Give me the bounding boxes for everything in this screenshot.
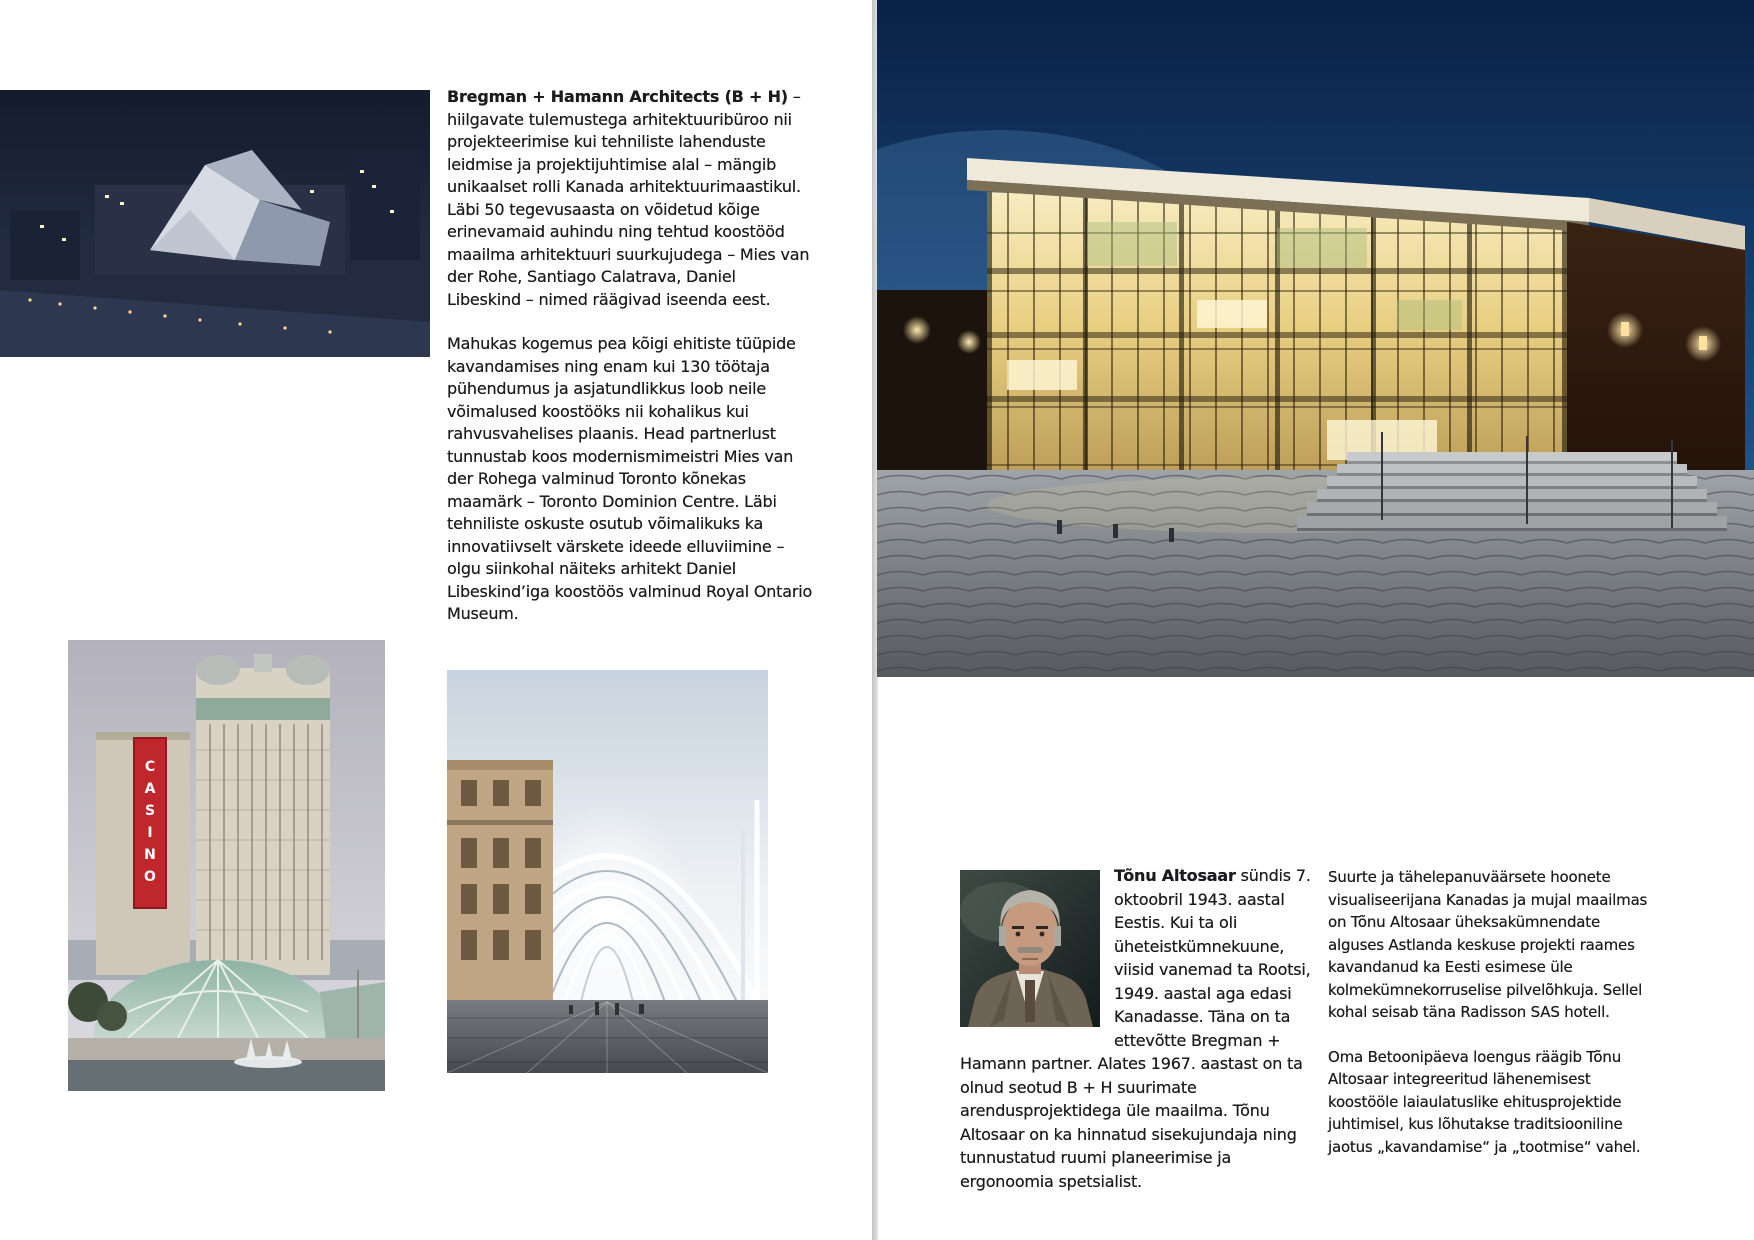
casino-tower-illustration bbox=[68, 640, 385, 1091]
left-article bbox=[447, 86, 813, 648]
bio-block bbox=[960, 864, 1314, 1193]
right-column-paragraph-2: Oma Betoonipäeva loengus räägib Tõnu Altosaar integreeritud lähenemisest koostööle laiaulatuslike ehitusprojektide juhtimisel, kus lõhutakse traditsiooniline jaotus „kavandamise“ ja „tootmise“ vahel. bbox=[1328, 1047, 1641, 1156]
article-lead-bold: Bregman + Hamann Architects (B + H) bbox=[447, 87, 788, 106]
casino-sign-text: CASINO bbox=[142, 759, 158, 891]
right-column-paragraph-1: Suurte ja tähelepanuväärsete hoonete visualiseerijana Kanadas ja mujal maailmas on Tõnu Altosaar üheksakümnendate alguses Astlanda keskuse projekti raames kavandanud ka Eesti esimese üle kolmekümnekorruselise pilvelõhkuja. Sellel kohal seisab täna Radisson SAS hotell. bbox=[1328, 868, 1648, 1021]
article-paragraph-2: Mahukas kogemus pea kõigi ehitiste tüüpide kavandamises ning enam kui 130 töötaja pühendumus ja asjatundlikkus loob neile võimalused koostööks nii kohalikus kui rahvusvahelises plaanis. Head partnerlust tunnustab koos modernismimeistri Mies van der Rohega valminud Toronto kõnekas maamärk – Toronto Dominion Centre. Läbi tehniliste oskuste osutub võimalikuks ka innovatiivselt värskete ideede elluviimine – olgu siinkohal näiteks arhitekt Daniel Libeskind’iga koostöös valminud Royal Ontario Museum. bbox=[447, 334, 813, 623]
tonu-altosaar-portrait-photo bbox=[960, 870, 1100, 1027]
portrait-illustration bbox=[960, 870, 1100, 1027]
galleria-atrium-photo bbox=[447, 670, 768, 1073]
article-paragraph-1-text: – hiilgavate tulemustega arhitektuuribüroo nii projekteerimise kui tehniliste lahenduste leidmise ja projektijuhtimise alal – mängib unikaalset rolli Kanada arhitektuurimaastikul. Läbi 50 tegevusaasta on võidetud kõige erinevamaid auhindu ning tehtud koostööd maailma arhitektuuri suurkujudega – Mies van der Rohe, Santiago Calatrava, Daniel Libeskind – nimed räägivad iseenda eest. bbox=[447, 87, 810, 309]
rom-aerial-night-photo bbox=[0, 90, 430, 357]
building-dusk-photo bbox=[877, 0, 1754, 677]
galleria-illustration bbox=[447, 670, 768, 1073]
rom-aerial-illustration bbox=[0, 90, 430, 357]
bio-name-bold: Tõnu Altosaar bbox=[1114, 866, 1236, 885]
article-paragraph-1 bbox=[447, 86, 813, 311]
bio-text-rest: sündis 7. oktoobril 1943. aastal Eestis. Kui ta oli üheteistkümnekuune, viisid vanemad ta Rootsi, 1949. aastal aga edasi Kanadasse. Täna on ta ettevõtte Bregman + Hamann partner. Alates 1967. aastast on ta olnud seotud B + H suurimate arendusprojektidega üle maailma. Tõnu Altosaar on ka hinnatud sisekujundaja ning tunnustatud ruumi planeerimise ja ergonoomia spetsialist. bbox=[960, 866, 1311, 1191]
casino-tower-photo bbox=[68, 640, 385, 1091]
building-dusk-illustration bbox=[877, 0, 1754, 677]
right-column bbox=[1328, 866, 1658, 1180]
